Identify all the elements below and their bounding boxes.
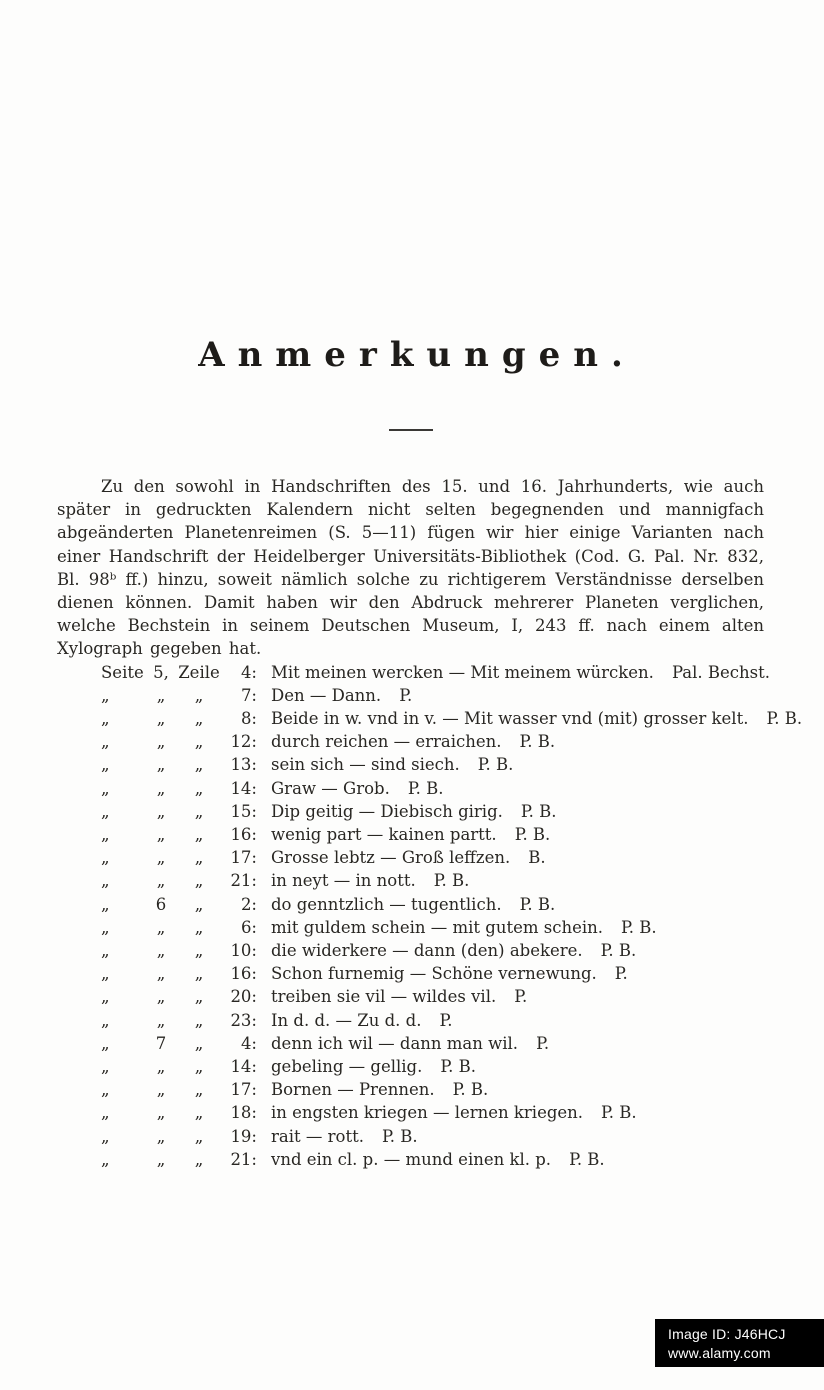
note-col-seite: „ xyxy=(101,709,110,729)
intro-paragraph: Zu den sowohl in Handschriften des 15. und 16. Jahrhunderts, wie auch später in gedruckten Kalendern nicht selten begegnenden und mannigfach abgeänderten Planetenreimen (S. 5—11) fügen wir hier einige Varianten nach einer Handschrift der Heidelberger Universitäts-Bibliothek (Cod. G. Pal. Nr. 832, Bl. 98ᵇ ff.) hinzu, soweit nämlich solche zu richtigerem Verständnisse derselben dienen können. Damit haben wir den Abdruck mehrerer Planeten verglichen, welche Bechstein in seinem Deutschen Museum, I, 243 ff. nach einem alten Xylograph gegeben hat. xyxy=(57,477,764,659)
note-col-zeile: „ xyxy=(194,848,204,868)
note-source-sigla: P. B. xyxy=(600,941,637,961)
note-col-line: 20: xyxy=(230,987,257,1007)
note-col-page: „ xyxy=(156,755,166,775)
note-col-zeile: „ xyxy=(194,778,204,798)
note-col-page: „ xyxy=(156,964,166,984)
note-variant-text: mit guldem schein — mit gutem schein. xyxy=(271,917,603,937)
note-col-page: „ xyxy=(156,685,166,705)
note-col-zeile: „ xyxy=(194,1126,204,1146)
note-col-zeile: „ xyxy=(194,1149,204,1169)
note-col-seite: „ xyxy=(101,941,110,961)
note-source-sigla: P. B. xyxy=(766,709,803,729)
note-col-page: „ xyxy=(156,1080,166,1100)
note-row xyxy=(101,962,764,985)
note-row xyxy=(101,1148,764,1171)
note-variant-text: Beide in w. vnd in v. — Mit wasser vnd (mit) grosser kelt. xyxy=(271,709,749,729)
note-col-line: 12: xyxy=(230,732,257,752)
note-col-zeile: „ xyxy=(194,941,204,961)
note-col-zeile: „ xyxy=(194,987,204,1007)
note-col-zeile: „ xyxy=(194,894,204,914)
page-title: Anmerkungen. xyxy=(198,335,636,375)
note-text xyxy=(257,823,764,846)
note-col-page: „ xyxy=(156,1103,166,1123)
note-col-zeile: „ xyxy=(194,1057,204,1077)
note-row xyxy=(101,1101,764,1124)
note-variant-text: Graw — Grob. xyxy=(271,778,390,798)
note-col-page: „ xyxy=(156,848,166,868)
note-text xyxy=(257,846,764,869)
note-source-sigla: P. B. xyxy=(520,801,557,821)
note-col-seite: „ xyxy=(101,1080,110,1100)
note-row xyxy=(101,707,803,730)
note-source-sigla: P. B. xyxy=(519,894,556,914)
stock-photo-watermark-bar xyxy=(655,1319,824,1367)
note-source-sigla: P. xyxy=(614,964,628,984)
note-col-zeile: „ xyxy=(194,1033,204,1053)
note-col-seite: „ xyxy=(101,894,110,914)
note-row xyxy=(101,823,764,846)
note-source-sigla: P. B. xyxy=(433,871,470,891)
note-col-page: „ xyxy=(156,917,166,937)
note-col-page: „ xyxy=(156,825,166,845)
note-text xyxy=(257,939,764,962)
note-col-page: 7 xyxy=(155,1033,167,1053)
note-col-zeile: „ xyxy=(194,825,204,845)
note-source-sigla: P. B. xyxy=(569,1149,605,1169)
note-col-seite: „ xyxy=(101,964,110,984)
note-row xyxy=(101,1125,764,1148)
note-col-seite: „ xyxy=(101,917,110,937)
note-col-seite: „ xyxy=(101,778,110,798)
note-col-seite: Seite xyxy=(101,662,144,682)
note-col-line: 21: xyxy=(230,1149,257,1169)
note-col-seite: „ xyxy=(101,801,110,821)
note-col-line: 23: xyxy=(230,1010,257,1030)
note-col-line: 14: xyxy=(230,1057,257,1077)
note-col-page: „ xyxy=(156,1126,166,1146)
note-variant-text: die widerkere — dann (den) abekere. xyxy=(271,941,583,961)
note-col-page: „ xyxy=(156,871,166,891)
note-text xyxy=(257,893,764,916)
note-col-page: „ xyxy=(156,1057,166,1077)
note-col-seite: „ xyxy=(101,755,110,775)
note-source-sigla: P. B. xyxy=(452,1080,489,1100)
note-col-line: 17: xyxy=(230,1080,257,1100)
note-col-line: 4: xyxy=(240,662,257,682)
note-col-seite: „ xyxy=(101,1057,110,1077)
note-source-sigla: P. B. xyxy=(407,778,444,798)
note-variant-text: denn ich wil — dann man wil. xyxy=(271,1033,519,1053)
note-col-line: 17: xyxy=(230,848,257,868)
note-row xyxy=(101,800,764,823)
note-col-seite: „ xyxy=(101,1033,110,1053)
note-variant-text: Grosse lebtz — Groß leffzen. xyxy=(271,848,511,868)
note-row xyxy=(101,1032,764,1055)
note-row xyxy=(101,846,764,869)
note-col-seite: „ xyxy=(101,732,110,752)
note-source-sigla: P. B. xyxy=(440,1057,476,1077)
note-text xyxy=(257,1078,764,1101)
note-variant-text: rait — rott. xyxy=(271,1126,364,1146)
note-variant-text: Dip geitig — Diebisch girig. xyxy=(271,801,503,821)
note-col-line: 21: xyxy=(230,871,257,891)
note-col-page: „ xyxy=(156,987,166,1007)
note-row xyxy=(101,684,764,707)
note-text xyxy=(257,869,764,892)
note-source-sigla: P. B. xyxy=(601,1103,637,1123)
note-row xyxy=(101,1078,764,1101)
note-col-zeile: „ xyxy=(194,964,204,984)
watermark-website: www.alamy.com xyxy=(668,1344,771,1361)
note-text xyxy=(257,777,764,800)
note-col-zeile: „ xyxy=(194,685,204,705)
note-col-zeile: Zeile xyxy=(178,662,220,682)
note-variant-text: gebeling — gellig. xyxy=(271,1057,423,1077)
note-source-sigla: P. B. xyxy=(381,1126,418,1146)
note-text xyxy=(257,962,764,985)
note-row xyxy=(101,916,764,939)
note-col-seite: „ xyxy=(101,1149,110,1169)
note-variant-text: do genntzlich — tugentlich. xyxy=(271,894,502,914)
note-variant-text: treiben sie vil — wildes vil. xyxy=(271,987,497,1007)
note-variant-text: Mit meinen wercken — Mit meinem würcken. xyxy=(271,662,654,682)
note-variant-text: sein sich — sind siech. xyxy=(271,755,460,775)
note-text xyxy=(257,985,764,1008)
note-variant-text: In d. d. — Zu d. d. xyxy=(271,1010,422,1030)
note-col-seite: „ xyxy=(101,825,110,845)
note-col-seite: „ xyxy=(101,685,110,705)
note-variant-text: Bornen — Prennen. xyxy=(271,1080,435,1100)
note-text xyxy=(257,1148,764,1171)
section-divider-rule xyxy=(389,429,433,431)
note-col-line: 13: xyxy=(230,755,257,775)
note-col-page: „ xyxy=(156,778,166,798)
note-text xyxy=(257,1032,764,1055)
note-col-zeile: „ xyxy=(194,1010,204,1030)
note-col-line: 8: xyxy=(240,709,257,729)
note-col-line: 16: xyxy=(230,964,257,984)
note-col-line: 14: xyxy=(230,778,257,798)
note-col-page: 5, xyxy=(153,662,169,682)
note-text xyxy=(257,1009,764,1032)
note-row xyxy=(101,753,764,776)
note-variant-text: wenig part — kainen partt. xyxy=(271,825,497,845)
note-variant-text: in neyt — in nott. xyxy=(271,871,416,891)
notes-list xyxy=(101,661,803,1171)
note-col-line: 19: xyxy=(230,1126,257,1146)
note-source-sigla: P. xyxy=(514,987,528,1007)
note-col-zeile: „ xyxy=(194,1103,204,1123)
note-source-sigla: Pal. Bechst. xyxy=(671,662,771,682)
note-row xyxy=(101,661,771,684)
note-col-line: 10: xyxy=(230,941,257,961)
note-source-sigla: P. B. xyxy=(519,732,556,752)
note-text xyxy=(257,661,770,684)
note-text xyxy=(257,1055,764,1078)
note-col-page: „ xyxy=(156,1010,166,1030)
note-col-zeile: „ xyxy=(194,917,204,937)
note-source-sigla: P. xyxy=(536,1033,550,1053)
note-col-seite: „ xyxy=(101,848,110,868)
note-col-page: „ xyxy=(156,801,166,821)
note-row xyxy=(101,869,764,892)
note-col-line: 15: xyxy=(230,801,257,821)
note-text xyxy=(257,753,764,776)
note-text xyxy=(257,684,764,707)
note-text xyxy=(257,916,764,939)
note-col-zeile: „ xyxy=(194,709,204,729)
note-text xyxy=(257,1125,764,1148)
note-col-page: 6 xyxy=(155,894,167,914)
note-source-sigla: P. B. xyxy=(621,917,657,937)
note-row xyxy=(101,893,764,916)
note-source-sigla: P. xyxy=(439,1010,453,1030)
note-col-zeile: „ xyxy=(194,1080,204,1100)
note-text xyxy=(257,800,764,823)
note-col-line: 16: xyxy=(230,825,257,845)
note-row xyxy=(101,985,764,1008)
note-source-sigla: P. B. xyxy=(514,825,551,845)
note-text xyxy=(257,707,802,730)
note-col-zeile: „ xyxy=(194,801,204,821)
note-col-seite: „ xyxy=(101,987,110,1007)
note-col-seite: „ xyxy=(101,1126,110,1146)
note-col-page: „ xyxy=(156,732,166,752)
note-col-seite: „ xyxy=(101,1103,110,1123)
note-col-page: „ xyxy=(156,1149,166,1169)
note-row xyxy=(101,939,764,962)
note-variant-text: Schon furnemig — Schöne vernewung. xyxy=(271,964,597,984)
note-row xyxy=(101,1009,764,1032)
note-text xyxy=(257,1101,764,1124)
note-col-page: „ xyxy=(156,941,166,961)
note-source-sigla: P. B. xyxy=(477,755,514,775)
note-col-line: 6: xyxy=(240,917,257,937)
note-text xyxy=(257,730,764,753)
note-row xyxy=(101,1055,764,1078)
note-variant-text: vnd ein cl. p. — mund einen kl. p. xyxy=(271,1149,552,1169)
note-col-zeile: „ xyxy=(194,871,204,891)
note-col-seite: „ xyxy=(101,871,110,891)
note-col-line: 2: xyxy=(240,894,257,914)
note-col-seite: „ xyxy=(101,1010,110,1030)
note-variant-text: durch reichen — erraichen. xyxy=(271,732,502,752)
note-row xyxy=(101,777,764,800)
watermark-image-id: Image ID: J46HCJ xyxy=(668,1325,786,1342)
note-variant-text: in engsten kriegen — lernen kriegen. xyxy=(271,1103,584,1123)
note-col-zeile: „ xyxy=(194,755,204,775)
note-col-line: 18: xyxy=(230,1103,257,1123)
note-col-zeile: „ xyxy=(194,732,204,752)
note-source-sigla: P. xyxy=(399,685,413,705)
note-variant-text: Den — Dann. xyxy=(271,685,382,705)
note-col-line: 7: xyxy=(240,685,257,705)
note-row xyxy=(101,730,764,753)
note-col-page: „ xyxy=(156,709,166,729)
note-source-sigla: B. xyxy=(528,848,546,868)
note-col-line: 4: xyxy=(240,1033,257,1053)
